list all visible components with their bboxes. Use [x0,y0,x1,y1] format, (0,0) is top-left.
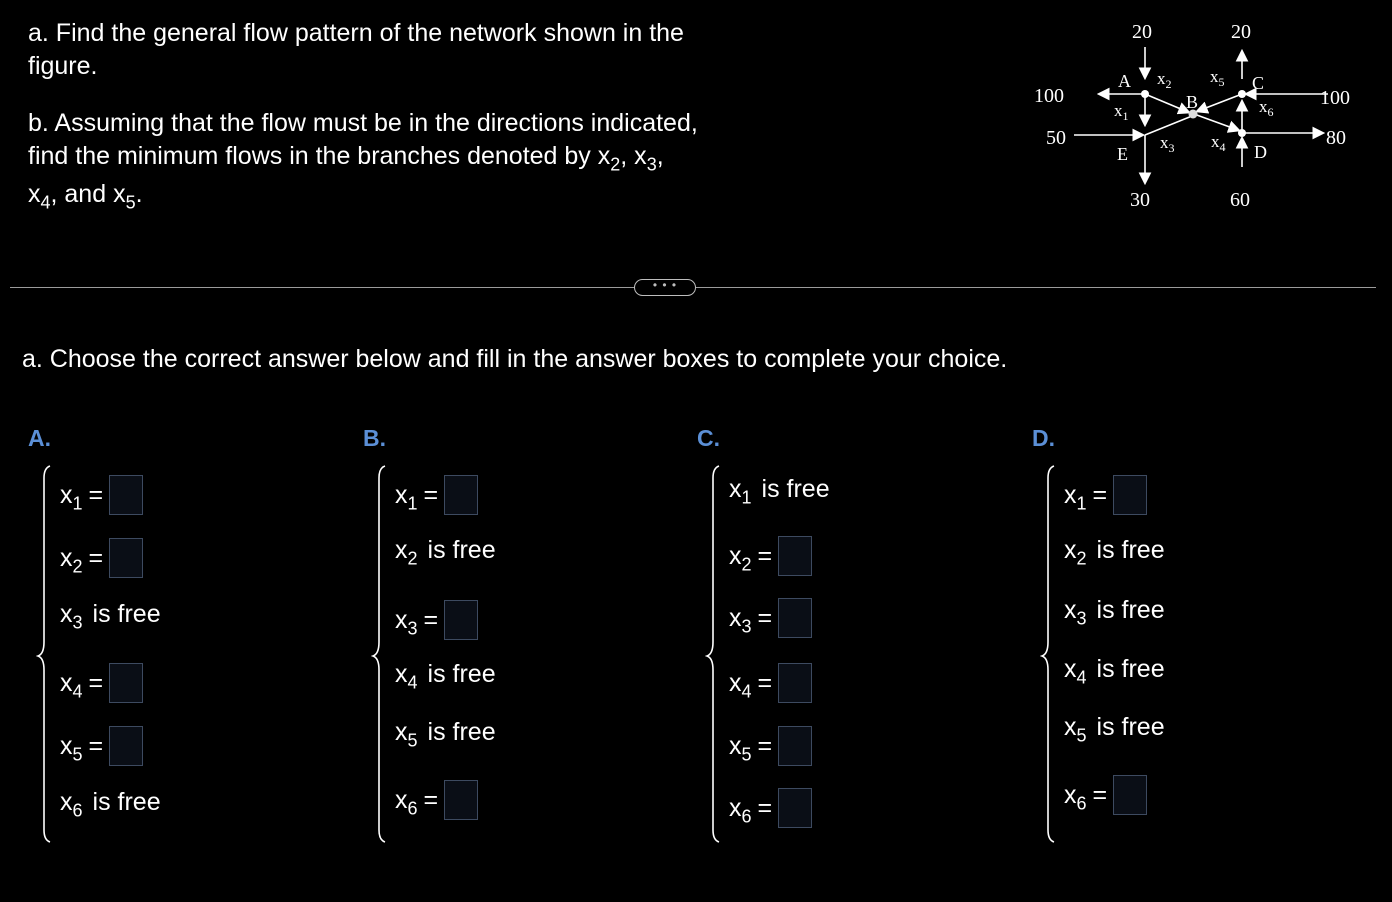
brace-icon [1040,464,1060,844]
choice-d-radio[interactable]: D. [1032,425,1055,451]
node-e: E [1117,144,1128,164]
brace-icon [36,464,56,844]
choice-a-radio[interactable]: A. [28,425,51,451]
choice-c-row-x6: $x_6$ = [729,788,812,828]
answer-input-x1[interactable] [109,475,143,515]
brace-icon [705,464,725,844]
figure-label-right-bottom: 80 [1326,127,1346,149]
part-a-prompt: a. Choose the correct answer below and fill in the answer boxes to complete your choice. [22,345,1008,373]
figure-label-left-bottom: 50 [1046,127,1066,149]
choice-d-row-x6: $x_6$ = [1064,775,1147,815]
answer-input-x1[interactable] [1113,475,1147,515]
figure-label-top-left: 20 [1132,21,1152,43]
answer-input-x5[interactable] [778,726,812,766]
node-b: B [1186,92,1199,112]
choice-a-row-x6: $x_6$ is free [60,788,161,821]
figure-label-top-right: 20 [1231,21,1251,43]
choice-b-row-x5: $x_5$ is free [395,718,496,751]
choice-d-row-x2: $x_2$ is free [1064,536,1165,569]
choice-a-row-x5: $x_5$ = [60,726,143,766]
choice-c-row-x1: $x_1$ is free [729,475,830,508]
choice-b-radio[interactable]: B. [363,425,386,451]
choice-d-row-x1: $x_1$ = [1064,475,1147,515]
answer-input-x2[interactable] [778,536,812,576]
answer-input-x5[interactable] [109,726,143,766]
edge-label-x2: $x_2$ [1157,69,1172,91]
expand-more-button[interactable]: • • • [634,279,696,296]
figure-label-right-top: 100 [1320,87,1350,109]
choice-a-row-x3: $x_3$ is free [60,600,161,633]
answer-input-x3[interactable] [444,600,478,640]
network-figure [1030,12,1365,212]
choice-b-row-x3: $x_3$ = [395,600,478,640]
node-a: A [1118,71,1131,91]
answer-input-x2[interactable] [109,538,143,578]
edge-label-x1: $x_1$ [1114,101,1129,123]
node-d: D [1254,142,1267,162]
choice-c-row-x5: $x_5$ = [729,726,812,766]
node-c: C [1252,73,1265,93]
answer-input-x6[interactable] [444,780,478,820]
choice-b-row-x2: $x_2$ is free [395,536,496,569]
choice-d-row-x4: $x_4$ is free [1064,655,1165,688]
answer-input-x6[interactable] [1113,775,1147,815]
answer-input-x1[interactable] [444,475,478,515]
choice-c-row-x4: $x_4$ = [729,663,812,703]
choice-d-row-x5: $x_5$ is free [1064,713,1165,746]
figure-label-bottom-right: 60 [1230,189,1250,211]
choice-c-radio[interactable]: C. [697,425,720,451]
figure-label-left-top: 100 [1034,85,1064,107]
choice-c-row-x2: $x_2$ = [729,536,812,576]
choice-b-row-x4: $x_4$ is free [395,660,496,693]
choice-b-row-x6: $x_6$ = [395,780,478,820]
problem-part-b: b. Assuming that the flow must be in the directions indicated, find the minimum flows in the branches denoted by $x_2$, $x_3$, $x_4$, and $x_5$. [28,109,698,213]
choice-a-row-x1: $x_1$ = [60,475,143,515]
edge-label-x6: $x_6$ [1259,97,1274,119]
answer-input-x4[interactable] [109,663,143,703]
answer-input-x3[interactable] [778,598,812,638]
problem-part-a: a. Find the general flow pattern of the network shown in the figure. [28,19,684,80]
edge-label-x5: $x_5$ [1210,67,1225,89]
choice-a-row-x2: $x_2$ = [60,538,143,578]
choice-a-row-x4: $x_4$ = [60,663,143,703]
answer-input-x4[interactable] [778,663,812,703]
choice-c-row-x3: $x_3$ = [729,598,812,638]
choice-b-row-x1: $x_1$ = [395,475,478,515]
edge-label-x3: $x_3$ [1160,133,1175,155]
brace-icon [371,464,391,844]
answer-input-x6[interactable] [778,788,812,828]
edge-label-x4: $x_4$ [1211,132,1226,154]
figure-label-bottom-left: 30 [1130,189,1150,211]
choice-d-row-x3: $x_3$ is free [1064,596,1165,629]
